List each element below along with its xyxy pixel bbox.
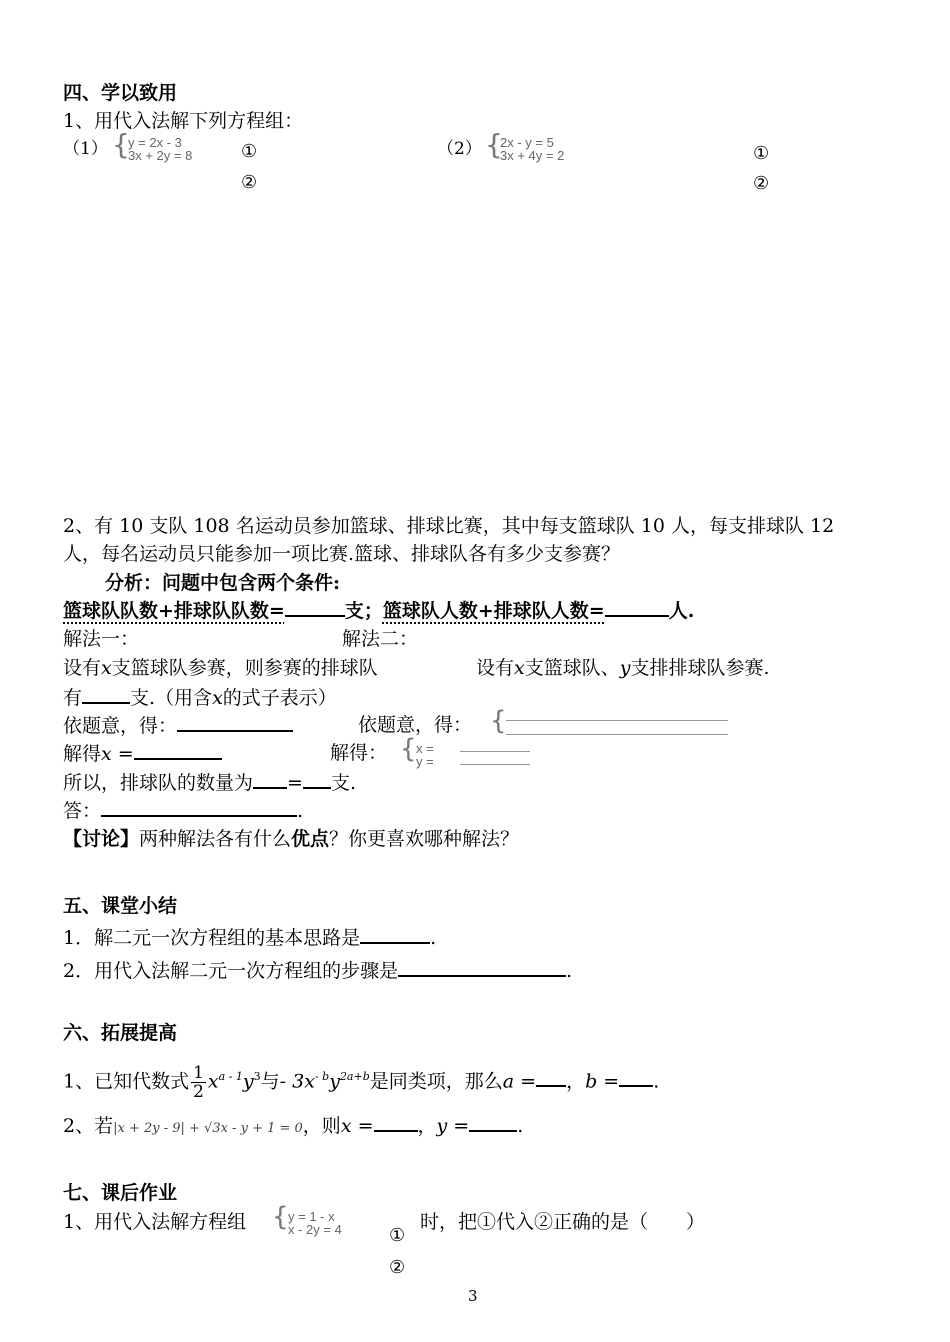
var-y: y: [242, 1070, 254, 1093]
analysis-heading: 分析：问题中包含两个条件:: [105, 572, 341, 594]
equation: |x + 2y - 9| + √3x - y + 1 = 0: [113, 1121, 303, 1136]
text: ，则: [302, 1115, 341, 1137]
discussion-line: [63, 826, 519, 852]
blank-x-value[interactable]: [134, 740, 222, 760]
method-1-answer: [63, 797, 303, 824]
text: 所以，排球队的数量为: [63, 772, 254, 794]
text: 有: [63, 687, 83, 709]
method-1-title: 解法一：: [63, 628, 140, 650]
text: ，: [417, 1115, 437, 1137]
question-2-line2: 人，每名运动员只能参加一项比赛.篮球、排球队各有多少支参赛？: [63, 543, 621, 565]
text: 是同类项，那么: [369, 1070, 503, 1093]
system-2-label: （2）: [437, 139, 482, 159]
condition-b-unit: 人.: [668, 600, 695, 622]
text: .: [430, 927, 437, 949]
text: 2．用代入法解二元一次方程组的步骤是: [63, 960, 399, 982]
homework-line-1-a: 1、用代入法解方程组: [63, 1211, 247, 1233]
text: 优点: [291, 828, 330, 850]
text: 支排排球队参赛.: [630, 657, 770, 679]
circled-2: ②: [753, 173, 770, 194]
extension-line-2: [63, 1112, 523, 1142]
summary-line-1: [63, 924, 436, 951]
var-x: x: [340, 1115, 352, 1137]
var-a: a: [502, 1070, 515, 1093]
var-x: x: [207, 1070, 219, 1093]
var-x: x: [212, 687, 223, 709]
circled-2: ②: [389, 1257, 406, 1278]
circled-1: ①: [753, 143, 770, 164]
extension-line-1: [63, 1062, 659, 1101]
homework-system-brace: {: [272, 1202, 289, 1232]
blank-system-eq2[interactable]: [506, 734, 728, 735]
method-1-line2: [63, 684, 337, 711]
condition-a-unit: 支；: [344, 600, 383, 622]
blank-b[interactable]: [619, 1067, 653, 1087]
term: - 3x: [279, 1070, 315, 1093]
discussion-tag: 【讨论】: [63, 828, 140, 850]
fraction: [191, 1064, 206, 1101]
system-2-eq1: 2x - y = 5: [500, 135, 554, 150]
solution-x: x =: [416, 741, 434, 756]
blank-x[interactable]: [374, 1112, 418, 1132]
circled-1: ①: [241, 141, 258, 162]
text: =: [514, 1070, 537, 1093]
question-1: 1、用代入法解下列方程组：: [63, 110, 304, 132]
blank-system-eq1[interactable]: [506, 720, 728, 721]
text: 支.: [330, 772, 356, 794]
text: 与: [260, 1070, 280, 1093]
text: 2、若: [63, 1115, 114, 1137]
system-2-brace: {: [485, 128, 503, 161]
blank-summary-1[interactable]: [360, 924, 430, 944]
text: 支篮球队、: [524, 657, 620, 679]
blank-summary-2[interactable]: [398, 957, 566, 977]
section-5-title: 五、课堂小结: [63, 895, 178, 917]
text: =: [111, 743, 134, 765]
text: =: [351, 1115, 374, 1137]
section-7-title: 七、课后作业: [63, 1182, 178, 1204]
var-x: x: [514, 657, 525, 679]
homework-eq2: x - 2y = 4: [288, 1222, 342, 1237]
text: 两种解法各有什么: [139, 828, 292, 850]
text: 解得: [63, 743, 102, 765]
var-y: y: [436, 1115, 448, 1137]
exponent: - b: [314, 1070, 330, 1083]
text: .: [517, 1115, 524, 1137]
question-2-line1: 2、有 10 支队 108 名运动员参加篮球、排球比赛，其中每支篮球队 10 人，每支排球队 12: [63, 515, 835, 537]
text: 1．解二元一次方程组的基本思路是: [63, 927, 361, 949]
var-x: x: [101, 743, 112, 765]
text: 设有: [63, 657, 102, 679]
system-1-label: （1）: [63, 139, 108, 159]
blank-solution-y[interactable]: [460, 764, 530, 765]
solution-y: y =: [416, 754, 434, 769]
text: 依题意，得：: [358, 714, 473, 736]
blank-equation[interactable]: [177, 712, 293, 732]
summary-line-2: [63, 957, 572, 984]
text: .: [566, 960, 573, 982]
method-2-line1: [476, 655, 770, 681]
page-number: 3: [468, 1287, 478, 1305]
blank-solution-x[interactable]: [460, 751, 530, 752]
method-1-line1: [63, 655, 378, 681]
text: =: [287, 772, 303, 794]
method-1-line4: [63, 740, 222, 767]
system-1-eq2: 3x + 2y = 8: [128, 148, 193, 163]
section-6-title: 六、拓展提高: [63, 1022, 178, 1044]
exponent: a - 1: [218, 1070, 243, 1083]
fraction-denominator: 2: [193, 1081, 204, 1102]
text: .: [297, 800, 304, 822]
system-2-eq2: 3x + 4y = 2: [500, 148, 565, 163]
fraction-numerator: 1: [193, 1062, 204, 1083]
blank-y[interactable]: [469, 1112, 517, 1132]
blank-volleyball-count[interactable]: [82, 684, 130, 704]
method-1-line5: [63, 769, 356, 796]
text: 的式子表示）: [222, 687, 337, 709]
solution-brace: {: [400, 734, 417, 764]
text: 1、已知代数式: [63, 1070, 190, 1093]
section-4-title: 四、学以致用: [63, 82, 178, 104]
condition-a: 篮球队队数+排球队队数=: [63, 600, 285, 622]
var-y: y: [619, 657, 631, 679]
text: ，: [566, 1070, 586, 1093]
system-1-eq1: y = 2x - 3: [128, 135, 182, 150]
blank-cond-a[interactable]: [285, 597, 345, 617]
system-brace: {: [490, 706, 507, 736]
blank-cond-b[interactable]: [605, 597, 669, 617]
var-x: x: [101, 657, 112, 679]
text: .: [653, 1070, 660, 1093]
homework-eq1: y = 1 - x: [288, 1209, 335, 1224]
text: 答：: [63, 800, 102, 822]
var-y: y: [329, 1070, 340, 1093]
conditions-line: [63, 597, 694, 624]
homework-line-1-b: 时，把①代入②正确的是（ ）: [420, 1211, 706, 1233]
method-1-line3: [63, 712, 293, 739]
blank-answer[interactable]: [101, 797, 297, 817]
exponent: 3: [253, 1070, 261, 1083]
method-2-title: 解法二：: [342, 628, 419, 650]
exponent: 2a+b: [339, 1070, 370, 1083]
circled-1: ①: [389, 1225, 406, 1246]
method-2-line4: 解得：: [330, 742, 388, 764]
var-b: b: [585, 1070, 598, 1093]
blank-value[interactable]: [303, 769, 331, 789]
blank-a[interactable]: [536, 1067, 566, 1087]
blank-expr[interactable]: [253, 769, 287, 789]
text: =: [597, 1070, 620, 1093]
text: 支.（用含: [130, 687, 213, 709]
condition-b: 篮球队人数+排球队人数=: [382, 600, 605, 622]
text: 支篮球队参赛，则参赛的排球队: [111, 657, 378, 679]
text: 设有: [476, 657, 515, 679]
text: =: [447, 1115, 470, 1137]
text: ？你更喜欢哪种解法？: [329, 828, 520, 850]
text: 依题意，得：: [63, 715, 178, 737]
circled-2: ②: [241, 172, 258, 193]
system-1-brace: {: [112, 128, 130, 161]
